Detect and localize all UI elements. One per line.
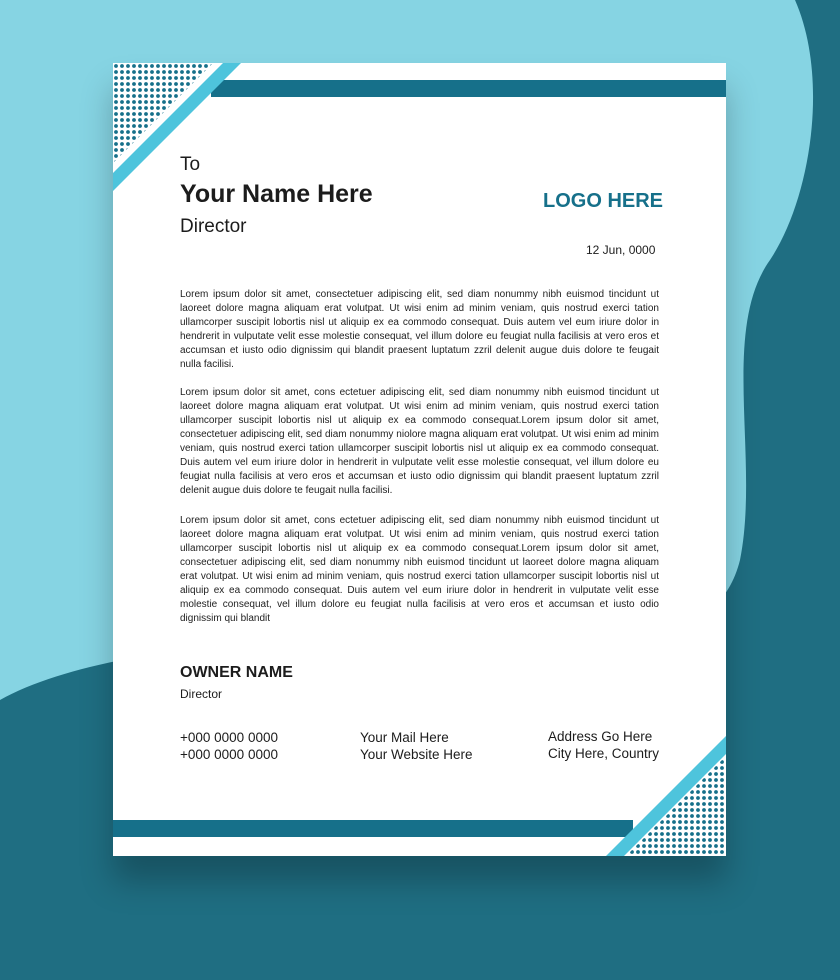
address-line: Address Go Here <box>548 729 653 744</box>
owner-name: OWNER NAME <box>180 664 293 681</box>
phone-number-2: +000 0000 0000 <box>180 747 278 762</box>
body-paragraph-3: Lorem ipsum dolor sit amet, cons ectetuer adipiscing elit, sed diam nonummy nibh euismod tincidunt ut laoreet dolore magna aliquam erat volutpat. Ut wisi enim ad minim veniam, quis nostrud exerci tation ullamcorper suscipit lobortis nisl ut aliquip ex ea commodo consequat.Lorem ipsum dolor sit amet, consectetuer adipiscing elit, sed diam nonummy nibh euismod tincidunt ut laoreet dolore magna aliquam erat volutpat. Ut wisi enim ad minim veniam, quis nostrud exerci tation ullamcorper suscipit lobortis nisl ut aliquip ex ea commodo consequat. Duis autem vel eum iriure dolor in hendrerit in vulputate velit esse molestie consequat, vel illum dolore eu feugiat nulla facilisis at vero eros et accumsan et iusto odio dignissim qui blandit <box>180 515 659 624</box>
bottom-band <box>113 820 633 837</box>
top-left-halftone <box>113 63 213 163</box>
recipient-name: Your Name Here <box>180 180 373 208</box>
body-paragraph-2: Lorem ipsum dolor sit amet, cons ectetuer adipiscing elit, sed diam nonummy nibh euismod tincidunt ut laoreet dolore magna aliquam erat volutpat. Ut wisi enim ad minim veniam, quis nostrud exerci tation ullamcorper suscipit lobortis nisl ut aliquip ex ea commodo consequat.Lorem ipsum dolor sit amet, consectetuer adipiscing elit, sed diam nonummy niolore magna aliquam erat volutpat. Ut wisi enim ad minim veniam, quis nostrud exerci tation ullamcorper suscipit lobortis nisl ut aliquip ex ea commodo consequat. Duis autem vel eum iriure dolor in hendrerit in vulputate velit esse molestie consequat, vel illum dolore eu feugiat nulla facilisis at vero eros et accumsan et iusto odio dignissim qui blandit praesent luptatum zzril delenit augue duis dolore te feugait nulla facilisi. <box>180 387 659 496</box>
letterhead-page <box>113 63 726 856</box>
logo-text: LOGO HERE <box>543 190 664 212</box>
phone-number-1: +000 0000 0000 <box>180 730 278 745</box>
bottom-right-halftone <box>626 756 726 856</box>
website: Your Website Here <box>360 747 473 762</box>
letter-date: 12 Jun, 0000 <box>586 243 656 257</box>
recipient-title: Director <box>180 216 247 237</box>
recipient-prefix: To <box>180 154 201 175</box>
body-paragraph-1: Lorem ipsum dolor sit amet, consectetuer adipiscing elit, sed diam nonummy nibh euismod tincidunt ut laoreet dolore magna aliquam erat volutpat. Ut wisi enim ad minim veniam, quis nostrud exerci tation ullamcorper suscipit lobortis nisl ut aliquip ex ea commodo consequat. Duis autem vel eum iriure dolor in hendrerit in vulputate velit esse molestie consequat, vel illum dolore eu feugiat nulla facilisis at vero eros et accumsan et iusto odio dignissim qui blandit praesent luptatum zzril delenit augue duis dolore te feugait nulla facilisi. <box>180 289 659 370</box>
email-address: Your Mail Here <box>360 730 449 745</box>
owner-title: Director <box>180 687 223 701</box>
city-line: City Here, Country <box>548 746 660 761</box>
top-band <box>211 80 726 97</box>
